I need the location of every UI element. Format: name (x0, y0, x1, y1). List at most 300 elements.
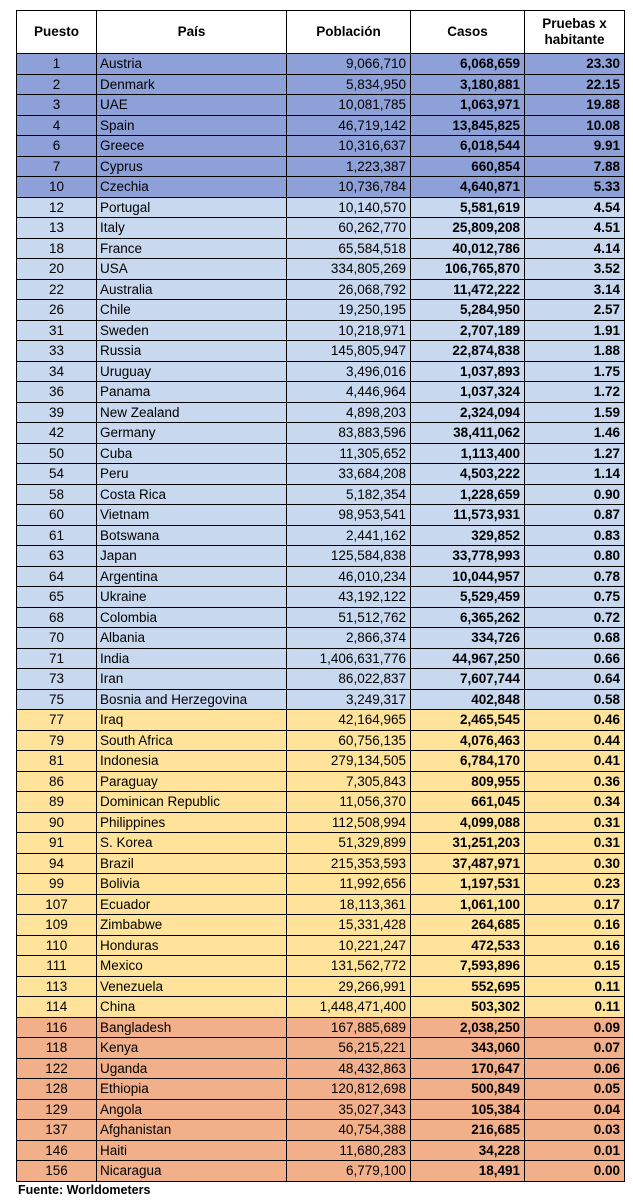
table-row (17, 279, 625, 300)
population-cell: 279,134,505 (287, 751, 411, 772)
cases-cell: 1,113,400 (411, 443, 525, 464)
population-cell: 10,316,637 (287, 136, 411, 157)
population-cell: 51,329,899 (287, 833, 411, 854)
table-row (17, 1099, 625, 1120)
rank-cell: 99 (17, 874, 97, 895)
cases-cell: 1,061,100 (411, 894, 525, 915)
country-cell: South Africa (97, 730, 287, 751)
cases-cell: 1,037,893 (411, 361, 525, 382)
cases-cell: 4,076,463 (411, 730, 525, 751)
table-row (17, 648, 625, 669)
population-cell: 3,249,317 (287, 689, 411, 710)
rank-cell: 77 (17, 710, 97, 731)
population-cell: 18,113,361 (287, 894, 411, 915)
population-cell: 131,562,772 (287, 956, 411, 977)
rank-cell: 137 (17, 1120, 97, 1141)
cases-cell: 3,180,881 (411, 74, 525, 95)
population-cell: 86,022,837 (287, 669, 411, 690)
cases-cell: 1,228,659 (411, 484, 525, 505)
rank-cell: 22 (17, 279, 97, 300)
cases-cell: 2,324,094 (411, 402, 525, 423)
population-cell: 125,584,838 (287, 546, 411, 567)
rank-cell: 146 (17, 1140, 97, 1161)
table-row (17, 95, 625, 116)
ranking-sheet (16, 10, 625, 1182)
table-row (17, 730, 625, 751)
rank-cell: 58 (17, 484, 97, 505)
tests-per-capita-cell: 5.33 (525, 177, 625, 198)
population-cell: 51,512,762 (287, 607, 411, 628)
population-cell: 11,305,652 (287, 443, 411, 464)
population-cell: 112,508,994 (287, 812, 411, 833)
source-note: Fuente: Worldometers (18, 1183, 151, 1197)
country-cell: Ecuador (97, 894, 287, 915)
country-cell: Afghanistan (97, 1120, 287, 1141)
cases-cell: 216,685 (411, 1120, 525, 1141)
population-cell: 4,898,203 (287, 402, 411, 423)
country-cell: Cyprus (97, 156, 287, 177)
tests-per-capita-cell: 22.15 (525, 74, 625, 95)
table-row (17, 238, 625, 259)
country-cell: Peru (97, 464, 287, 485)
tests-per-capita-cell: 0.00 (525, 1161, 625, 1182)
tests-per-capita-cell: 0.01 (525, 1140, 625, 1161)
population-cell: 2,866,374 (287, 628, 411, 649)
population-cell: 35,027,343 (287, 1099, 411, 1120)
rank-cell: 122 (17, 1058, 97, 1079)
table-row (17, 771, 625, 792)
cases-cell: 18,491 (411, 1161, 525, 1182)
country-cell: Botswana (97, 525, 287, 546)
table-row (17, 546, 625, 567)
rank-cell: 107 (17, 894, 97, 915)
population-cell: 43,192,122 (287, 587, 411, 608)
country-cell: Sweden (97, 320, 287, 341)
country-cell: Bolivia (97, 874, 287, 895)
cases-cell: 31,251,203 (411, 833, 525, 854)
cases-cell: 33,778,993 (411, 546, 525, 567)
rank-cell: 3 (17, 95, 97, 116)
population-cell: 98,953,541 (287, 505, 411, 526)
country-cell: Paraguay (97, 771, 287, 792)
rank-cell: 50 (17, 443, 97, 464)
tests-per-capita-cell: 0.75 (525, 587, 625, 608)
country-cell: Vietnam (97, 505, 287, 526)
rank-cell: 18 (17, 238, 97, 259)
country-cell: Czechia (97, 177, 287, 198)
table-row (17, 853, 625, 874)
tests-per-capita-cell: 0.80 (525, 546, 625, 567)
tests-per-capita-cell: 0.16 (525, 935, 625, 956)
cases-cell: 5,284,950 (411, 300, 525, 321)
tests-per-capita-cell: 0.34 (525, 792, 625, 813)
country-cell: Greece (97, 136, 287, 157)
tests-per-capita-cell: 0.46 (525, 710, 625, 731)
tests-per-capita-cell: 0.30 (525, 853, 625, 874)
cases-cell: 661,045 (411, 792, 525, 813)
population-cell: 33,684,208 (287, 464, 411, 485)
tests-per-capita-cell: 1.46 (525, 423, 625, 444)
tests-per-capita-column-header: Pruebas x habitante (525, 11, 625, 54)
table-row (17, 689, 625, 710)
tests-per-capita-cell: 4.51 (525, 218, 625, 239)
cases-cell: 40,012,786 (411, 238, 525, 259)
table-row (17, 874, 625, 895)
population-cell: 3,496,016 (287, 361, 411, 382)
rank-column-header: Puesto (17, 11, 97, 54)
rank-cell: 60 (17, 505, 97, 526)
rank-cell: 86 (17, 771, 97, 792)
country-cell: Iran (97, 669, 287, 690)
tests-per-capita-cell: 1.72 (525, 382, 625, 403)
country-cell: Kenya (97, 1038, 287, 1059)
cases-cell: 25,809,208 (411, 218, 525, 239)
tests-per-capita-cell: 0.09 (525, 1017, 625, 1038)
tests-per-capita-cell: 1.91 (525, 320, 625, 341)
table-row (17, 812, 625, 833)
tests-per-capita-cell: 0.31 (525, 812, 625, 833)
table-row (17, 341, 625, 362)
tests-per-capita-cell: 0.64 (525, 669, 625, 690)
rank-cell: 156 (17, 1161, 97, 1182)
table-row (17, 1058, 625, 1079)
cases-cell: 4,099,088 (411, 812, 525, 833)
tests-per-capita-cell: 0.03 (525, 1120, 625, 1141)
rank-cell: 65 (17, 587, 97, 608)
population-cell: 10,736,784 (287, 177, 411, 198)
country-cell: Albania (97, 628, 287, 649)
population-cell: 10,140,570 (287, 197, 411, 218)
country-cell: Ukraine (97, 587, 287, 608)
cases-cell: 22,874,838 (411, 341, 525, 362)
cases-cell: 10,044,957 (411, 566, 525, 587)
tests-per-capita-cell: 0.78 (525, 566, 625, 587)
rank-cell: 109 (17, 915, 97, 936)
cases-cell: 7,593,896 (411, 956, 525, 977)
country-cell: Cuba (97, 443, 287, 464)
country-cell: Denmark (97, 74, 287, 95)
country-cell: Chile (97, 300, 287, 321)
tests-per-capita-cell: 0.07 (525, 1038, 625, 1059)
population-cell: 60,262,770 (287, 218, 411, 239)
country-cell: India (97, 648, 287, 669)
table-row (17, 402, 625, 423)
cases-cell: 809,955 (411, 771, 525, 792)
rank-cell: 34 (17, 361, 97, 382)
cases-cell: 264,685 (411, 915, 525, 936)
cases-cell: 34,228 (411, 1140, 525, 1161)
table-row (17, 1140, 625, 1161)
cases-cell: 5,581,619 (411, 197, 525, 218)
rank-cell: 63 (17, 546, 97, 567)
population-column-header: Población (287, 11, 411, 54)
rank-cell: 42 (17, 423, 97, 444)
country-cell: UAE (97, 95, 287, 116)
country-cell: Germany (97, 423, 287, 444)
table-row (17, 792, 625, 813)
rank-cell: 4 (17, 115, 97, 136)
population-cell: 5,834,950 (287, 74, 411, 95)
cases-cell: 1,063,971 (411, 95, 525, 116)
population-cell: 10,081,785 (287, 95, 411, 116)
table-row (17, 628, 625, 649)
country-cell: Honduras (97, 935, 287, 956)
cases-cell: 6,365,262 (411, 607, 525, 628)
country-cell: Portugal (97, 197, 287, 218)
cases-cell: 6,784,170 (411, 751, 525, 772)
rank-cell: 111 (17, 956, 97, 977)
population-cell: 46,719,142 (287, 115, 411, 136)
population-cell: 11,992,656 (287, 874, 411, 895)
cases-cell: 5,529,459 (411, 587, 525, 608)
tests-per-capita-cell: 1.59 (525, 402, 625, 423)
cases-cell: 552,695 (411, 976, 525, 997)
cases-cell: 7,607,744 (411, 669, 525, 690)
cases-cell: 343,060 (411, 1038, 525, 1059)
table-row (17, 423, 625, 444)
rank-cell: 2 (17, 74, 97, 95)
tests-per-capita-cell: 0.17 (525, 894, 625, 915)
table-row (17, 136, 625, 157)
tests-per-capita-cell: 7.88 (525, 156, 625, 177)
rank-cell: 118 (17, 1038, 97, 1059)
rank-cell: 128 (17, 1079, 97, 1100)
table-row (17, 935, 625, 956)
tests-per-capita-cell: 3.14 (525, 279, 625, 300)
tests-per-capita-cell: 0.11 (525, 997, 625, 1018)
tests-per-capita-cell: 1.75 (525, 361, 625, 382)
cases-cell: 500,849 (411, 1079, 525, 1100)
country-cell: Argentina (97, 566, 287, 587)
rank-cell: 13 (17, 218, 97, 239)
rank-cell: 75 (17, 689, 97, 710)
country-cell: Japan (97, 546, 287, 567)
rank-cell: 33 (17, 341, 97, 362)
table-row (17, 894, 625, 915)
country-cell: Iraq (97, 710, 287, 731)
tests-per-capita-cell: 0.06 (525, 1058, 625, 1079)
rank-cell: 81 (17, 751, 97, 772)
country-cell: Mexico (97, 956, 287, 977)
table-row (17, 484, 625, 505)
country-cell: Nicaragua (97, 1161, 287, 1182)
rank-cell: 7 (17, 156, 97, 177)
country-cell: USA (97, 259, 287, 280)
country-cell: Indonesia (97, 751, 287, 772)
table-row (17, 382, 625, 403)
country-cell: Uruguay (97, 361, 287, 382)
cases-cell: 1,197,531 (411, 874, 525, 895)
table-row (17, 197, 625, 218)
rank-cell: 31 (17, 320, 97, 341)
tests-per-capita-cell: 0.90 (525, 484, 625, 505)
population-cell: 7,305,843 (287, 771, 411, 792)
country-cell: Panama (97, 382, 287, 403)
tests-per-capita-cell: 23.30 (525, 54, 625, 75)
table-row (17, 997, 625, 1018)
table-body (17, 54, 625, 1182)
cases-cell: 329,852 (411, 525, 525, 546)
population-cell: 42,164,965 (287, 710, 411, 731)
tests-per-capita-cell: 1.88 (525, 341, 625, 362)
rank-cell: 39 (17, 402, 97, 423)
rank-cell: 54 (17, 464, 97, 485)
table-row (17, 1161, 625, 1182)
country-cell: Dominican Republic (97, 792, 287, 813)
table-row (17, 156, 625, 177)
population-cell: 48,432,863 (287, 1058, 411, 1079)
cases-column-header: Casos (411, 11, 525, 54)
country-cell: China (97, 997, 287, 1018)
table-row (17, 177, 625, 198)
population-cell: 15,331,428 (287, 915, 411, 936)
tests-per-capita-cell: 4.14 (525, 238, 625, 259)
cases-cell: 472,533 (411, 935, 525, 956)
rank-cell: 10 (17, 177, 97, 198)
cases-cell: 11,573,931 (411, 505, 525, 526)
rank-cell: 91 (17, 833, 97, 854)
tests-per-capita-cell: 0.68 (525, 628, 625, 649)
country-cell: Angola (97, 1099, 287, 1120)
cases-cell: 13,845,825 (411, 115, 525, 136)
table-row (17, 587, 625, 608)
population-cell: 1,223,387 (287, 156, 411, 177)
country-cell: Philippines (97, 812, 287, 833)
table-row (17, 259, 625, 280)
population-cell: 2,441,162 (287, 525, 411, 546)
population-cell: 9,066,710 (287, 54, 411, 75)
country-cell: Bangladesh (97, 1017, 287, 1038)
population-cell: 167,885,689 (287, 1017, 411, 1038)
tests-per-capita-cell: 0.11 (525, 976, 625, 997)
rank-cell: 79 (17, 730, 97, 751)
table-row (17, 1120, 625, 1141)
country-cell: Uganda (97, 1058, 287, 1079)
tests-per-capita-cell: 0.83 (525, 525, 625, 546)
population-cell: 83,883,596 (287, 423, 411, 444)
rank-cell: 110 (17, 935, 97, 956)
rank-cell: 1 (17, 54, 97, 75)
rank-cell: 64 (17, 566, 97, 587)
population-cell: 65,584,518 (287, 238, 411, 259)
country-cell: Costa Rica (97, 484, 287, 505)
country-cell: Spain (97, 115, 287, 136)
country-cell: France (97, 238, 287, 259)
population-cell: 29,266,991 (287, 976, 411, 997)
table-row (17, 1038, 625, 1059)
table-row (17, 1017, 625, 1038)
cases-cell: 402,848 (411, 689, 525, 710)
population-cell: 5,182,354 (287, 484, 411, 505)
table-row (17, 320, 625, 341)
tests-per-capita-cell: 9.91 (525, 136, 625, 157)
table-row (17, 54, 625, 75)
country-cell: S. Korea (97, 833, 287, 854)
table-row (17, 115, 625, 136)
tests-per-capita-cell: 0.44 (525, 730, 625, 751)
cases-cell: 1,037,324 (411, 382, 525, 403)
table-row (17, 751, 625, 772)
tests-per-capita-cell: 4.54 (525, 197, 625, 218)
rank-cell: 113 (17, 976, 97, 997)
cases-cell: 6,068,659 (411, 54, 525, 75)
cases-cell: 44,967,250 (411, 648, 525, 669)
testing-ranking-table (16, 10, 625, 1182)
cases-cell: 503,302 (411, 997, 525, 1018)
cases-cell: 4,640,871 (411, 177, 525, 198)
table-row (17, 833, 625, 854)
cases-cell: 105,384 (411, 1099, 525, 1120)
country-cell: Austria (97, 54, 287, 75)
tests-per-capita-cell: 0.04 (525, 1099, 625, 1120)
cases-cell: 660,854 (411, 156, 525, 177)
population-cell: 215,353,593 (287, 853, 411, 874)
cases-cell: 37,487,971 (411, 853, 525, 874)
cases-cell: 2,707,189 (411, 320, 525, 341)
cases-cell: 170,647 (411, 1058, 525, 1079)
population-cell: 11,056,370 (287, 792, 411, 813)
tests-per-capita-cell: 2.57 (525, 300, 625, 321)
population-cell: 1,448,471,400 (287, 997, 411, 1018)
tests-per-capita-cell: 19.88 (525, 95, 625, 116)
cases-cell: 2,038,250 (411, 1017, 525, 1038)
table-row (17, 976, 625, 997)
rank-cell: 94 (17, 853, 97, 874)
population-cell: 40,754,388 (287, 1120, 411, 1141)
population-cell: 46,010,234 (287, 566, 411, 587)
population-cell: 4,446,964 (287, 382, 411, 403)
rank-cell: 61 (17, 525, 97, 546)
table-row (17, 669, 625, 690)
tests-per-capita-cell: 0.58 (525, 689, 625, 710)
rank-cell: 89 (17, 792, 97, 813)
rank-cell: 20 (17, 259, 97, 280)
tests-per-capita-cell: 0.41 (525, 751, 625, 772)
country-cell: Venezuela (97, 976, 287, 997)
rank-cell: 26 (17, 300, 97, 321)
population-cell: 145,805,947 (287, 341, 411, 362)
rank-cell: 90 (17, 812, 97, 833)
table-row (17, 1079, 625, 1100)
country-cell: Bosnia and Herzegovina (97, 689, 287, 710)
rank-cell: 129 (17, 1099, 97, 1120)
cases-cell: 38,411,062 (411, 423, 525, 444)
tests-per-capita-cell: 0.36 (525, 771, 625, 792)
country-cell: Colombia (97, 607, 287, 628)
tests-per-capita-cell: 0.72 (525, 607, 625, 628)
cases-cell: 106,765,870 (411, 259, 525, 280)
table-row (17, 607, 625, 628)
population-cell: 11,680,283 (287, 1140, 411, 1161)
header-row (17, 11, 625, 54)
table-row (17, 915, 625, 936)
country-cell: New Zealand (97, 402, 287, 423)
tests-per-capita-cell: 1.14 (525, 464, 625, 485)
rank-cell: 6 (17, 136, 97, 157)
country-column-header: País (97, 11, 287, 54)
table-row (17, 74, 625, 95)
tests-per-capita-cell: 0.31 (525, 833, 625, 854)
rank-cell: 71 (17, 648, 97, 669)
population-cell: 334,805,269 (287, 259, 411, 280)
country-cell: Brazil (97, 853, 287, 874)
population-cell: 60,756,135 (287, 730, 411, 751)
rank-cell: 36 (17, 382, 97, 403)
population-cell: 19,250,195 (287, 300, 411, 321)
table-row (17, 710, 625, 731)
country-cell: Russia (97, 341, 287, 362)
population-cell: 120,812,698 (287, 1079, 411, 1100)
